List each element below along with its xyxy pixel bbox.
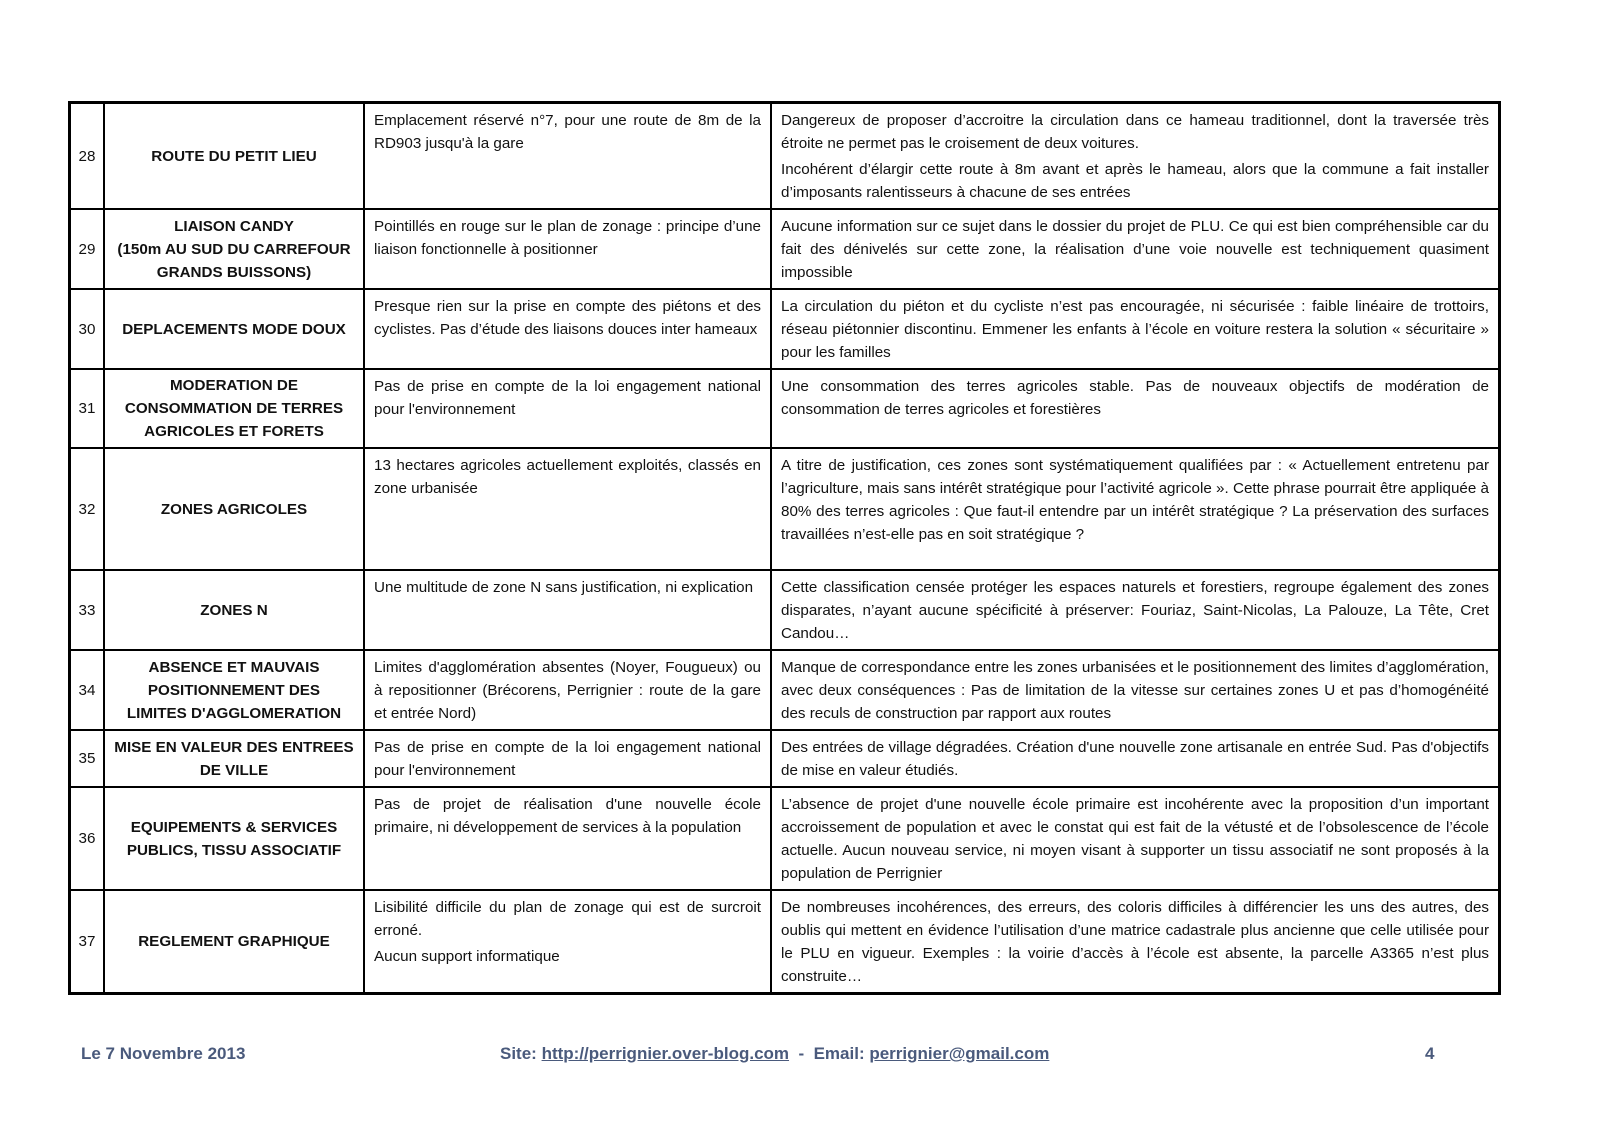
topic-line: DE VILLE [199, 761, 269, 779]
finding-text: Une multitude de zone N sans justification, ni explication [374, 579, 754, 596]
topic-line: DEPLACEMENTS MODE DOUX [122, 320, 346, 338]
topic-line: MODERATION DE [170, 377, 298, 394]
finding-text: Presque rien sur la prise en compte des piétons et des cyclistes. Pas d’étude des liaisons douces inter hameaux [374, 298, 761, 338]
row-topic [104, 570, 364, 650]
table-row [70, 730, 1500, 787]
row-topic [104, 103, 364, 210]
comment-text: Des entrées de village dégradées. Création d'une nouvelle zone artisanale en entrée Sud. Pas d'objectifs de mise en valeur étudiés. [781, 739, 1489, 779]
row-comment [771, 650, 1500, 730]
row-number: 37 [70, 890, 105, 994]
row-number: 35 [70, 730, 105, 787]
row-number: 36 [70, 787, 105, 890]
row-comment [771, 369, 1500, 448]
row-number: 28 [70, 103, 105, 210]
table-row [70, 570, 1500, 650]
row-comment [771, 890, 1500, 994]
finding-text: Pas de prise en compte de la loi engagement national pour l'environnement [374, 739, 761, 779]
row-number: 30 [70, 289, 105, 369]
finding-text: Emplacement réservé n°7, pour une route de 8m de la RD903 jusqu'à la gare [374, 112, 761, 152]
site-label: Site: [500, 1044, 542, 1063]
row-comment [771, 570, 1500, 650]
row-topic [104, 289, 364, 369]
row-number: 29 [70, 209, 105, 289]
topic-line: (150m AU SUD DU CARREFOUR [117, 240, 351, 258]
topic-line: REGLEMENT GRAPHIQUE [138, 933, 330, 950]
row-finding [364, 448, 771, 570]
row-topic [104, 209, 364, 289]
topic-line: GRANDS BUISSONS) [156, 263, 312, 281]
site-link[interactable]: http://perrignier.over-blog.com [541, 1044, 790, 1063]
finding-text: Pas de prise en compte de la loi engagement national pour l'environnement [374, 378, 761, 418]
comment-text: Aucune information sur ce sujet dans le dossier du projet de PLU. Ce qui est bien compréhensible car du fait des dénivelés sur cette zone, la réalisation d’une voie nouvelle est techniquement quasiment impossible [781, 218, 1489, 281]
comment-text: L’absence de projet d'une nouvelle école primaire est incohérente avec la proposition d’un important accroissement de population et avec le constat qui est fait de la vétusté et de l’obsolescence de l’école actuelle. Aucun nouveau service, ni moyen visant à supporter un tissu associatif ne sont proposés à la population de Perrignier [781, 796, 1489, 882]
comment-text: A titre de justification, ces zones sont systématiquement qualifiées par : « Actuellement entretenu par l’agriculture, mais sans intérêt stratégique pour l’activité agricole ». Cette phrase pourrait être appliquée à 80% des terres agricoles : Que faut-il entendre par un intérêt stratégique ? La préservation des surfaces travaillées n’est-elle pas en soit stratégique ? [781, 457, 1489, 543]
table-body [70, 103, 1500, 994]
topic-line: ABSENCE ET MAUVAIS [148, 658, 320, 676]
row-number: 34 [70, 650, 105, 730]
table-row [70, 209, 1500, 289]
topic-line: LIAISON CANDY [174, 217, 294, 235]
finding-text: Pas de projet de réalisation d'une nouvelle école primaire, ni développement de services à la population [374, 796, 761, 836]
topic-line: AGRICOLES ET FORETS [144, 423, 324, 440]
topic-line: ROUTE DU PETIT LIEU [151, 147, 317, 165]
finding-text: Limites d'agglomération absentes (Noyer, Fougueux) ou à repositionner (Brécorens, Perrignier : route de la gare et entrée Nord) [374, 659, 761, 722]
table-row [70, 448, 1500, 570]
comment-text: Cette classification censée protéger les espaces naturels et forestiers, regroupe également des zones disparates, n’ayant aucune spécificité à préserver: Fouriaz, Saint-Nicolas, La Palouze, La Tête, Cret Candou… [781, 579, 1489, 642]
comment-text: Dangereux de proposer d’accroitre la circulation dans ce hameau traditionnel, dont la traversée très étroite ne permet pas le croisement de deux voitures. [781, 112, 1489, 152]
plu-remarks-table [68, 101, 1501, 995]
table-row [70, 369, 1500, 448]
footer-contact [500, 1044, 1049, 1064]
email-link[interactable]: perrignier@gmail.com [869, 1044, 1050, 1063]
row-topic [104, 730, 364, 787]
table-row [70, 890, 1500, 994]
row-finding [364, 369, 771, 448]
table-row [70, 103, 1500, 210]
topic-line: PUBLICS, TISSU ASSOCIATIF [126, 841, 342, 859]
topic-line: MISE EN VALEUR DES ENTREES [114, 738, 354, 756]
row-finding [364, 209, 771, 289]
comment-text: La circulation du piéton et du cycliste n’est pas encouragée, ni sécurisée : faible linéaire de trottoirs, réseau piétonnier discontinu. Emmener les enfants à l’école en voiture restera la solution « sécuritaire » pour les familles [781, 298, 1489, 361]
finding-text: Lisibilité difficile du plan de zonage qui est de surcroit erroné. [374, 899, 761, 939]
row-comment [771, 448, 1500, 570]
row-finding [364, 890, 771, 994]
comment-text: De nombreuses incohérences, des erreurs, des coloris difficiles à différencier les uns des autres, des oublis qui mettent en évidence l’utilisation d’une matrice cadastrale plus ancienne que celle utilisée pour le PLU en vigueur. Exemples : la voirie d’accès à l’école est absente, la parcelle A3365 n’est plus construite… [781, 899, 1489, 985]
table-row [70, 289, 1500, 369]
row-finding [364, 730, 771, 787]
page-footer [0, 1044, 1600, 1074]
topic-line: EQUIPEMENTS & SERVICES [130, 818, 338, 836]
page-number: 4 [1425, 1044, 1435, 1063]
comment-text: Manque de correspondance entre les zones urbanisées et le positionnement des limites d’agglomération, avec deux conséquences : Pas de limitation de la vitesse sur certaines zones U et pas d’homogénéité des reculs de construction par rapport aux routes [781, 659, 1489, 722]
topic-line: POSITIONNEMENT DES [147, 681, 321, 699]
topic-line: ZONES AGRICOLES [160, 500, 308, 518]
row-finding [364, 787, 771, 890]
topic-line: LIMITES D'AGGLOMERATION [126, 704, 342, 722]
email-label: Email: [813, 1044, 870, 1063]
finding-text: 13 hectares agricoles actuellement exploités, classés en zone urbanisée [374, 457, 761, 497]
row-finding [364, 289, 771, 369]
row-topic [104, 650, 364, 730]
row-topic [104, 787, 364, 890]
row-number: 31 [70, 369, 105, 448]
row-comment [771, 787, 1500, 890]
row-topic [104, 369, 364, 448]
row-finding [364, 650, 771, 730]
finding-text: Aucun support informatique [374, 948, 560, 965]
footer-date: Le 7 Novembre 2013 [81, 1044, 246, 1063]
row-finding [364, 103, 771, 210]
row-comment [771, 209, 1500, 289]
comment-text: Une consommation des terres agricoles stable. Pas de nouveaux objectifs de modération de consommation de terres agricoles et forestières [781, 378, 1489, 418]
finding-text: Pointillés en rouge sur le plan de zonage : principe d’une liaison fonctionnelle à positionner [374, 218, 761, 258]
row-topic [104, 890, 364, 994]
row-comment [771, 103, 1500, 210]
row-number: 32 [70, 448, 105, 570]
row-comment [771, 289, 1500, 369]
comment-text: Incohérent d’élargir cette route à 8m avant et après le hameau, alors que la commune a fait installer d’imposants ralentisseurs à chacune de ses entrées [781, 161, 1489, 201]
table-row [70, 787, 1500, 890]
footer-separator: - [789, 1044, 814, 1063]
row-finding [364, 570, 771, 650]
row-number: 33 [70, 570, 105, 650]
topic-line: ZONES N [200, 601, 268, 619]
topic-line: CONSOMMATION DE TERRES [124, 400, 344, 417]
table-row [70, 650, 1500, 730]
row-comment [771, 730, 1500, 787]
row-topic [104, 448, 364, 570]
